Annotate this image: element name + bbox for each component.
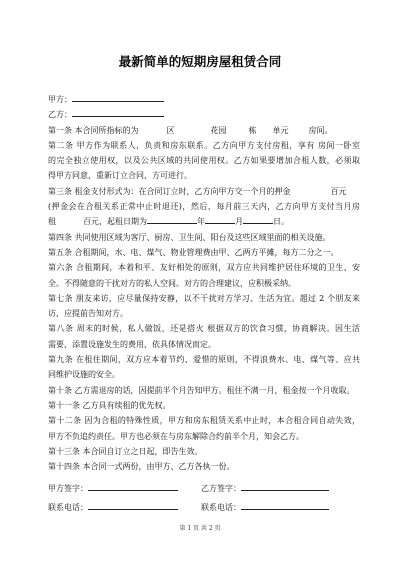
month-label: 月 (235, 217, 243, 227)
article-10: 第十条 乙方需退房的话，因提前半个月告知甲方。租住不满一月，租金按一个月收取。 (48, 385, 355, 395)
article-2-line-2: 的完全独立使用权，以及公共区域的共同使用权。乙方如果要增加合租人数，必须取 (48, 156, 360, 166)
signature-row (48, 481, 329, 496)
article-7-line-1: 第七条 朋友来访，应尽量保持安静，以不干扰对方学习、生活为宜。超过 2 个朋友来 (48, 293, 360, 303)
article-1-unit: 单元 (272, 125, 289, 135)
party-b-label: 乙方： (48, 110, 72, 120)
article-3-line-3 (48, 214, 360, 229)
article-11: 第十一条 乙方具有续租的优先权。 (48, 400, 171, 410)
year-blank (147, 223, 197, 224)
party-b-phone-blank (241, 509, 329, 510)
party-b-signature-blank (241, 490, 329, 491)
article-1-garden: 花园 (210, 125, 227, 135)
article-1-building: 栋 (248, 125, 257, 135)
party-a-blank (72, 101, 164, 102)
party-a-signature-blank (88, 490, 178, 491)
party-a-label: 甲方： (48, 95, 72, 104)
article-8-line-1: 第八条 周末的时候，私人做饭，还是搭火 根据双方的饮食习惯，协商解决。因生活 (48, 324, 360, 334)
article-3-line-1-text: 第三条 租金支付形式为：在合同订立时，乙方向甲方交一个月的押金 (48, 186, 291, 196)
article-4: 第四条 共同使用区域为客厅、厨房、卫生间、阳台及这些区域里面的相关设施。 (48, 232, 331, 242)
article-9-line-2: 同维护设施的安全。 (48, 370, 120, 380)
article-9-line-1: 第九条 在租住期间，双方应本着节约、爱惜的原则，不得浪费水、电、煤气等、应共 (48, 355, 360, 365)
article-1-room: 房间。 (308, 125, 333, 135)
party-a-row (48, 92, 360, 107)
article-1-text: 第一条 本合同所指标的为 (48, 125, 139, 135)
article-12-line-1: 第十二条 因为合租的特殊性质，甲方和房东租赁关系中止时，本合租合同自动失效， (48, 416, 360, 426)
article-3-line-1 (48, 184, 360, 199)
article-3-rent-label: 租 (48, 217, 56, 227)
article-3-line-2: (押金会在合租关系正常中止时退还)，然后，每月前三天内，乙方向甲方支付当月房 (48, 202, 360, 212)
article-2-line-1: 第二条 甲方作为联系人，负责和房东联系。乙方向甲方支付房租，享有 房间一卧室 (48, 140, 360, 150)
party-a-phone-label: 联系电话： (48, 503, 88, 512)
article-3-deposit-unit: 百元 (330, 186, 347, 196)
party-b-row (48, 107, 360, 122)
article-2-line-3: 得甲方同意，重新订立合同，方可进行。 (48, 171, 192, 181)
year-label: 年 (197, 217, 205, 227)
article-6-line-2: 全。不得随意的干扰对方的私人空间。对方的合理建议，应积极采纳。 (48, 278, 296, 288)
article-12-line-2: 甲方不负追约责任。甲方也必须在与房东解除合约前半个月，知会乙方。 (48, 431, 304, 441)
contract-body (48, 92, 360, 474)
article-1-district: 区 (166, 125, 175, 135)
page-footer: 第 1 页 共 2 页 (179, 525, 221, 532)
article-14: 第十四条 本合同一式两份，由甲方、乙方各执一份。 (48, 462, 235, 472)
article-8-line-2: 需要，添置设施发生的费用，依具体情况而定。 (48, 339, 216, 349)
party-b-blank (72, 116, 164, 117)
party-a-phone-blank (88, 509, 178, 510)
article-5: 第五条 合租期间，水、电、煤气、物业管理费由甲、乙两方平摊，每方二分之一。 (48, 247, 339, 257)
day-blank (243, 223, 273, 224)
article-13: 第十三条 本合同自订立之日起，即告生效。 (48, 446, 203, 456)
party-b-signature-label: 乙方签字： (201, 484, 241, 493)
phone-row (48, 500, 329, 515)
article-3-rent-text: 百元，起租日期为 (83, 217, 147, 227)
day-label: 日。 (273, 217, 289, 227)
article-1 (48, 123, 360, 138)
article-6-line-1: 第六条 合租期间，本着和平、友好相处的原则，双方应共同维护居住环境的卫生、安 (48, 263, 360, 273)
party-a-signature-label: 甲方签字： (48, 484, 88, 493)
article-7-line-2: 访，应提前告知对方。 (48, 309, 128, 319)
party-b-phone-label: 联系电话： (201, 503, 241, 512)
document-title: 最新简单的短期房屋租赁合同 (118, 54, 282, 69)
month-blank (205, 223, 235, 224)
